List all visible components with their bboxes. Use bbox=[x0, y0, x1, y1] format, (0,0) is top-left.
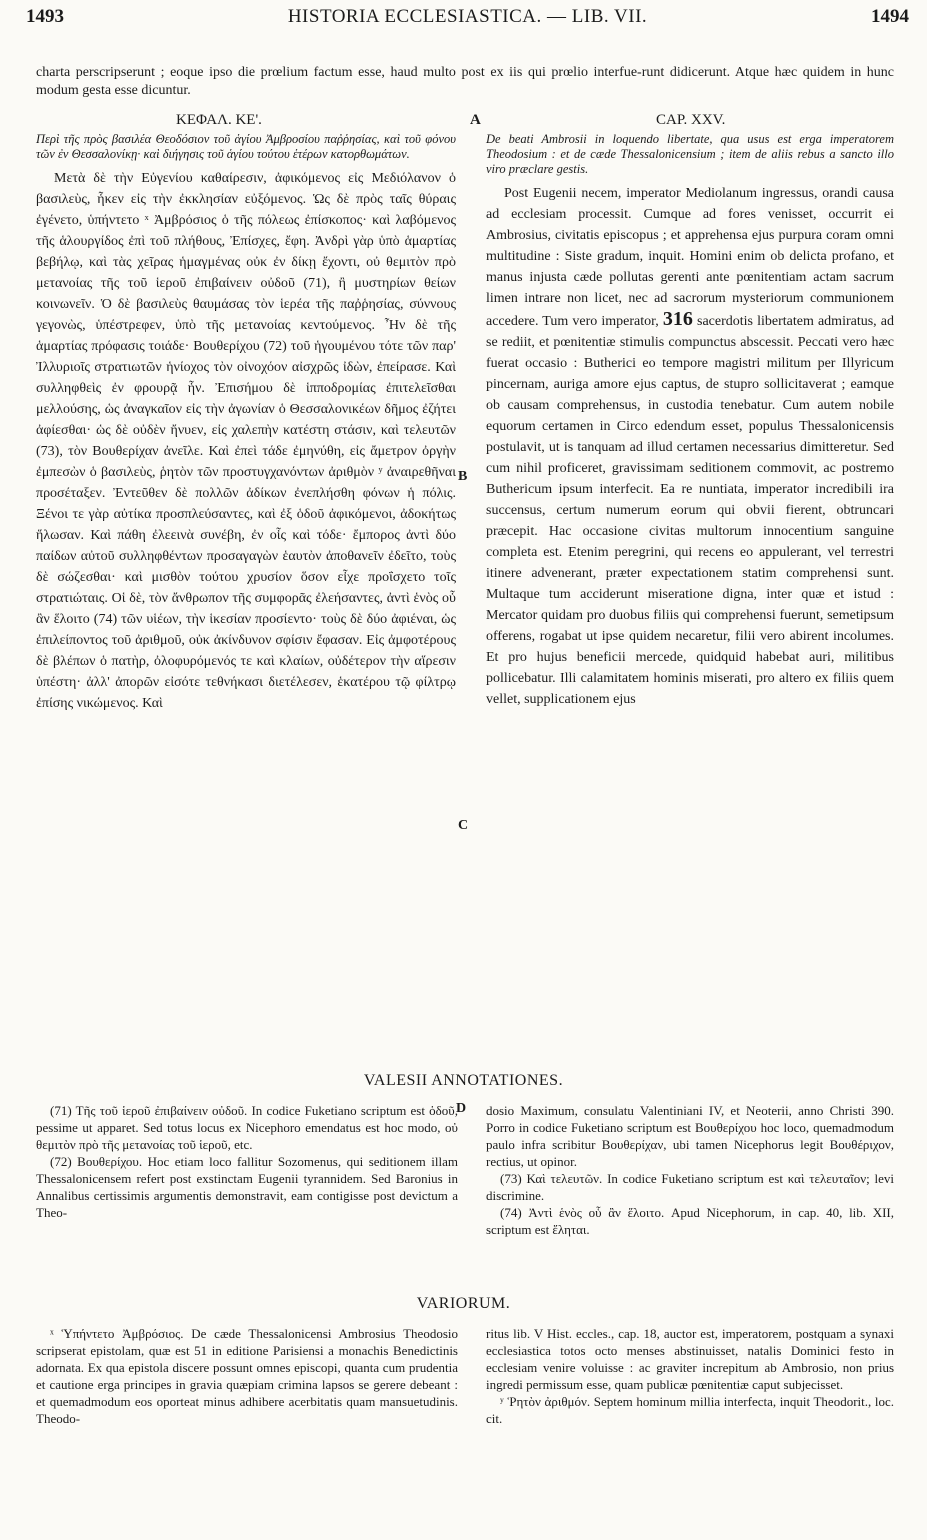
page-number-right: 1494 bbox=[871, 6, 909, 27]
margin-letter-d: D bbox=[456, 1101, 467, 1116]
variorum-note-x: ˣ Ὑπήντετο Ἀμβρόσιος. De cæde Thessalonicensi Ambrosius Theodosio scripserat epistolam, quæ est 51 in editione Parisiensi a monachis Benedictinis adornata. Ex qua epistola discere possunt omnes episcopi, quanta cum prudentia et cautione erga principes in gravia quæpiam crimina lapsos se gerere debeant : et quemadmodum eos oporteat minus adhibere acerbitatis quam mansuetudinis. Theodo- bbox=[36, 1326, 458, 1426]
note-73: (73) Καὶ τελευτῶν. In codice Fuketiano scriptum est καὶ τελευταῖον; levi discrimine. bbox=[486, 1171, 894, 1203]
valesii-left-column bbox=[36, 1102, 458, 1221]
note-71: (71) Τῆς τοῦ ἱεροῦ ἐπιβαίνειν οὐδοῦ. In codice Fuketiano scriptum est ὁδοῦ, pessime ut apparet. Sed totus locus ex Nicephoro emendatus est hoc modo, οὐ θεμιτὸν πρὸ τῆς μετανοίας τοῦ ἱεροῦ, etc. bbox=[36, 1103, 458, 1152]
running-title: HISTORIA ECCLESIASTICA. — LIB. VII. bbox=[287, 6, 648, 27]
note-72-continued: dosio Maximum, consulatu Valentiniani IV, et Neoterii, anno Christi 390. Porro in codice Fuketiano scriptum est Βουθερίχου hoc loco, quemadmodum paulo infra scribitur Βουθερίχαν, ubi tamen Nicephorus legit Βουθέριχον, rectius, ut opinor. bbox=[486, 1103, 894, 1169]
variorum-note-y: ʸ Ῥητὸν ἀριθμόν. Septem hominum millia interfecta, inquit Theodorit., loc. cit. bbox=[486, 1394, 894, 1426]
latin-body-part1: Post Eugenii necem, imperator Mediolanum ingressus, orandi causa ad ecclesiam processit. Cumque ad fores venisset, occurrit ei Ambrosius, civitatis episcopus ; et apprehensa ejus purpura coram omni multitudine : Siste gradum, inquit. Homini enim ob delicta profano, et manus injusta cæde pollutas gerenti ante pœnitentiam actam sacrum limen intrare non licet, nec ad sacrorum mysteriorum communionem accedere. Tum vero imperator, bbox=[486, 186, 894, 329]
greek-column bbox=[36, 132, 456, 714]
valesii-heading: VALESII ANNOTATIONES. bbox=[363, 1072, 564, 1089]
margin-letter-b: B bbox=[458, 469, 468, 484]
latin-chapter-heading: CAP. XXV. bbox=[656, 112, 726, 128]
running-header bbox=[26, 6, 909, 32]
valesii-right-column bbox=[486, 1102, 894, 1238]
note-74: (74) Ἀντὶ ἑνὸς οὗ ἂν ἕλοιτο. Apud Nicephorum, in cap. 40, lib. XII, scriptum est ἕληται. bbox=[486, 1205, 894, 1237]
margin-letter-c: C bbox=[458, 818, 469, 833]
greek-body: Μετὰ δὲ τὴν Εὐγενίου καθαίρεσιν, ἀφικόμενος εἰς Μεδιόλανον ὁ βασιλεὺς, ἧκεν εἰς τὴν ἐκκλησίαν εὐξόμενος. Ὡς δὲ πρὸς ταῖς θύραις ἐγένετο, ὑπήντετο ˣ Ἀμβρόσιος ὁ τῆς πόλεως ἐπίσκοπος· καὶ λαβόμενος τῆς ἁλουργίδος ἐπὶ τοῦ πλήθους, Ἐπίσχες, ἔφη. Ἀνδρὶ γὰρ ὑπὸ ἁμαρτίας βεβήλῳ, καὶ τὰς χεῖρας ἡμαγμένας οὐκ ἐν δίκῃ ἔχοντι, οὐ θεμιτὸν πρὸ μετανοίας τῆς τοῦ ἱεροῦ ἐπιβαίνειν οὐδοῦ (71), ἢ μυστηρίων θείων κοινωνεῖν. Ὁ δὲ βασιλεὺς θαυμάσας τὸν ἱερέα τῆς παῤῥησίας, σύννους γεγονὼς, ὑπέστρεφεν, ὑπὸ τῆς μετανοίας κεντούμενος. Ἦν δὲ τῆς ἁμαρτίας πρόφασις τοιάδε· Βουθερίχου (72) τοῦ ἡγουμένου τότε τῶν παρ' Ἰλλυριοῖς στρατιωτῶν ἡνίοχος τὸν οἰνοχόον αἰσχρῶς ἰδὼν, ἐπείρασε. Καὶ συλληφθεὶς ἐν φρουρᾷ ἦν. Ἐπισήμου δὲ ἱπποδρομίας ἐπιτελεῖσθαι μελλούσης, ὡς ἀναγκαῖον εἰς τὴν ἀγωνίαν ὁ Θεσσαλονικέων δῆμος ἐζήτει ἀφίεσθαι· ὡς δὲ οὐδὲν ἤνυεν, εἰς χαλεπὴν κατέστη στάσιν, καὶ τελευτῶν (73), τὸν Βουθερίχαν ἀνεῖλε. Καὶ ἐπεὶ τάδε ἐμηνύθη, εἰς ἄμετρον ὀργὴν ἐμπεσὼν ὁ βασιλεὺς, ῥητὸν τῶν προστυγχανόντων ἀριθμὸν ʸ ἀναιρεθῆναι προσέταξεν. Ἐντεῦθεν δὲ πολλῶν ἀδίκων ἐνεπλήσθη φόνων ἡ πόλις. Ξένοι τε γὰρ αὐτίκα προσπλεύσαντες, καὶ ἐξ ὁδοῦ ἀφικόμενοι, ἀδοκήτως ἥλωσαν. Καὶ πάθη ἐλεεινὰ συνέβη, ἐν οἷς καὶ τόδε· ἔμπορος ἀντὶ δύο παίδων αὐτοῦ συλληφθέντων προσαγαγὼν ἑαυτὸν ἀποθανεῖν ἐδεῖτο, τοὺς δὲ σώζεσθαι· καὶ μισθὸν τούτου χρυσίον ὅσον εἶχε προΐσχετο τοῖς στρατιώταις. Οἱ δὲ, τὸν ἄνθρωπον τῆς συμφορᾶς ἐλεήσαντες, ἀντὶ ἑνὸς οὗ ἂν ἕλοιτο (74) τῶν υἱέων, τὴν ἱκεσίαν προσίεντο· τοὺς δὲ δύο ἀφιέναι, ὡς ἐπιλείποντος τοῦ ἀριθμοῦ, οὐκ ἀκίνδυνον σφίσιν ἔφασαν. Εἰς ἀμφοτέρους δὲ βλέπων ὁ πατὴρ, ὀλοφυρόμενός τε καὶ κλαίων, οὐδέτερον τὴν αἵρεσιν ὑπέστη· ἀλλ' ἀπορῶν εἰσότε τεθνήκασι διετέλεσεν, ἑκατέρου τῷ φίλτρῳ ἐπίσης νικώμενος. Καὶ bbox=[36, 171, 456, 711]
inline-page-number: 316 bbox=[662, 308, 693, 330]
variorum-note-x-continued: ritus lib. V Hist. eccles., cap. 18, auctor est, imperatorem, postquam a synaxi ecclesiastica totos octo menses abstinuisset, natalis Dominici festo in ecclesiam venire voluisse : ac graviter increpitum ab Ambrosio, non prius ingredi permissum esse, quam publicæ pœnitentiæ caput subjecisset. bbox=[486, 1326, 894, 1392]
variorum-right-column bbox=[486, 1325, 894, 1427]
variorum-heading: VARIORUM. bbox=[416, 1295, 511, 1312]
column-marker-a: A bbox=[470, 112, 481, 128]
greek-summary: Περὶ τῆς πρὸς βασιλέα Θεοδόσιον τοῦ ἁγίου Ἀμβροσίου παῤῥησίας, καὶ τοῦ φόνου τῶν ἐν Θεσσαλονίκῃ· καὶ διήγησις τοῦ ἁγίου τούτου ἑτέρων κατορθωμάτων. bbox=[36, 132, 456, 161]
note-72: (72) Βουθερίχου. Hoc etiam loco fallitur Sozomenus, qui seditionem illam Thessalonicensem refert post exstinctam Eugenii tyrannidem. Sed Baronius in Annalibus certissimis argumentis demonstravit, eam contigisse post devictum a Theo- bbox=[36, 1154, 458, 1220]
variorum-left-column bbox=[36, 1325, 458, 1427]
intro-paragraph: charta perscripserunt ; eoque ipso die prœlium factum esse, haud multo post ex iis qui prœlio interfue-runt didicerunt. Atque hæc quidem in hunc modum gesta esse dicuntur. bbox=[36, 65, 894, 98]
latin-body-part2: sacerdotis libertatem admiratus, ad se rediit, et pœnitentiæ stimulis compunctus abscessit. Peccati vero hæc fuerat occasio : Butherici eo tempore magistri militum per Illyricum pincernam, auriga amore ejus captus, de stupro sollicitaverat ; eamque ob causam comprehensus, in custodia tenebatur. Cum autem nobile equorum certamen in Circo edendum esset, populus Thessalonicensis postulavit, ut is tanquam ad illud certamen necessarius dimitteretur. Sed cum nihil proficeret, gravissimam seditionem commovit, ac postremo Buthericum ipsum interfecit. Ea re nuntiata, imperator incredibili ira succensus, certum numerum eorum qui obvii fierent, obtruncari præcepit. Hac occasione civitas multorum innocentium sanguine completa est. Etenim peregrini, qui recens eo appulerant, vel terrestri itinere advenerant, præter expectationem statim comprehensi sunt. Multaque tum acciderunt miseratione digna, inter quæ et istud : Mercator quidam pro duobus filiis qui comprehensi fuerunt, semetipsum offerens, rogabat ut ipse quidem necaretur, filii vero abirent incolumes. Et pro hujus beneficii mercede, quidquid habebat auri, militibus pollicebatur. Illi calamitatem hominis miserati, pro altero ex filiis quem vellet, supplicationem ejus bbox=[486, 314, 895, 707]
greek-chapter-heading: ΚΕΦΑΛ. ΚΕ'. bbox=[176, 112, 262, 128]
latin-column bbox=[486, 132, 894, 710]
latin-body bbox=[486, 183, 894, 710]
latin-summary: De beati Ambrosii in loquendo libertate, qua usus est erga imperatorem Theodosium : et de cæde Thessalonicensium ; item de aliis rebus a sancto illo viro præclare gestis. bbox=[486, 132, 894, 176]
page-number-left: 1493 bbox=[26, 6, 64, 27]
